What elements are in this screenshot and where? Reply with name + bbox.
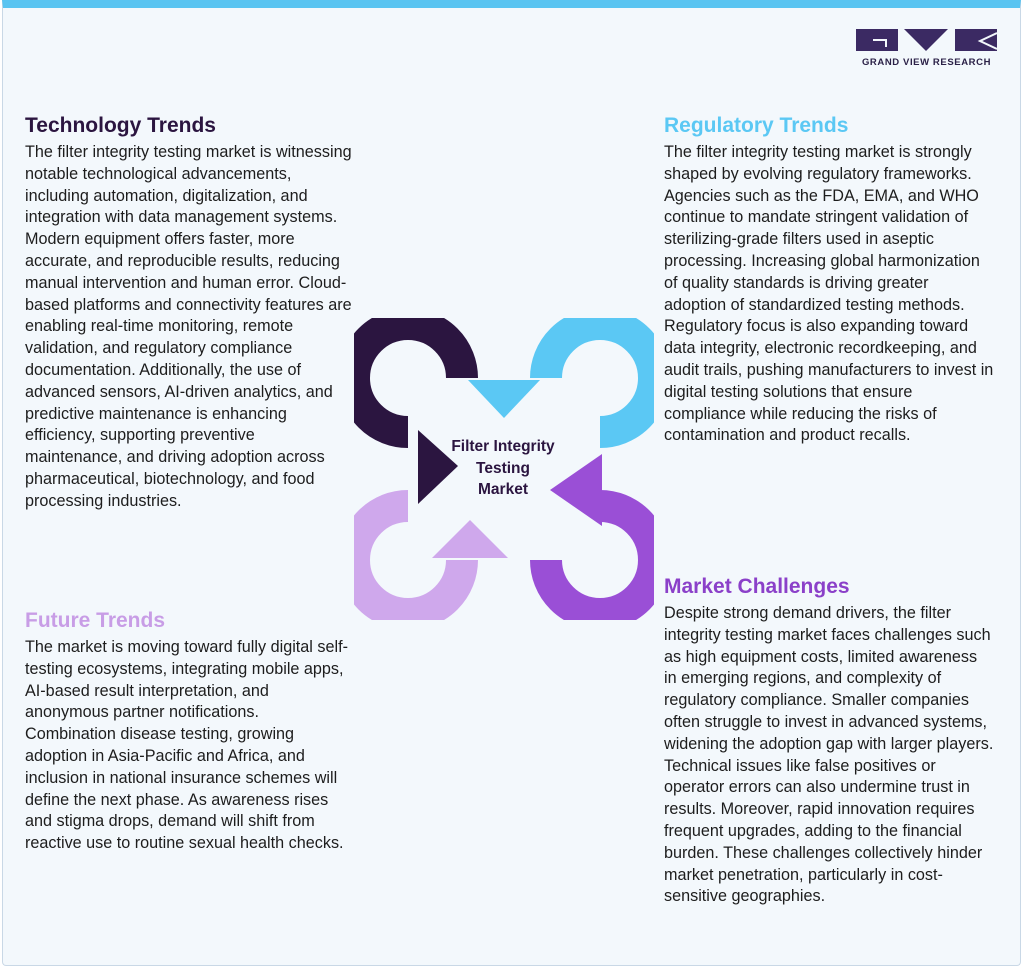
- center-label-line-2: Testing: [476, 459, 530, 477]
- future-trends-title: Future Trends: [25, 609, 166, 632]
- market-challenges-title: Market Challenges: [664, 575, 850, 598]
- brand-name: GRAND VIEW RESEARCH: [861, 57, 992, 68]
- regulatory-trends-section: [664, 115, 994, 447]
- diagram-center-label: [430, 436, 576, 501]
- cycle-arrow-icon: [354, 506, 508, 614]
- regulatory-trends-title: Regulatory Trends: [664, 114, 849, 137]
- market-challenges-section: [664, 576, 994, 908]
- future-trends-body: The market is moving toward fully digital self-testing ecosystems, integrating mobile apps, AI-based result interpretation, and anonymous partner notifications. Combination disease testing, growing adoption in Asia-Pacific and Africa, and inclusion in national insurance schemes will define the next phase. As awareness rises and stigma drops, demand will shift from reactive use to routine sexual health checks.: [25, 638, 348, 853]
- gvr-logo-icon: [856, 29, 997, 51]
- technology-trends-title: Technology Trends: [25, 114, 216, 137]
- future-trends-section: [25, 610, 353, 855]
- brand-logo: [856, 29, 997, 68]
- technology-trends-section: [25, 115, 353, 513]
- regulatory-trends-body: The filter integrity testing market is strongly shaped by evolving regulatory frameworks. Agencies such as the FDA, EMA, and WHO continue to mandate stringent validation of sterilizing-grade filters used in aseptic processing. Increasing global harmonization of quality standards is driving greater adoption of standardized testing methods. Regulatory focus is also expanding toward data integrity, electronic recordkeeping, and audit trails, pushing manufacturers to invest in digital testing solutions that ensure compliance while reducing the risks of contamination and product recalls.: [664, 143, 994, 445]
- center-label-line-1: Filter Integrity: [451, 438, 555, 455]
- market-challenges-body: Despite strong demand drivers, the filter integrity testing market faces challenges such as high equipment costs, limited awareness in emerging regions, and complexity of regulatory compliance. Smaller companies often struggle to invest in advanced systems, widening the adoption gap with larger players. Technical issues like false positives or operator errors can also undermine trust in results. Moreover, rapid innovation requires frequent upgrades, adding to the financial burden. These challenges collectively hinder market penetration, particularly in cost-sensitive geographies.: [664, 604, 994, 906]
- technology-trends-body: The filter integrity testing market is witnessing notable technological advancements, including automation, digitalization, and integration with data management systems. Modern equipment offers faster, more accurate, and reproducible results, reducing manual intervention and human error. Cloud-based platforms and connectivity features are enabling real-time monitoring, remote validation, and regulatory compliance documentation. Additionally, the use of advanced sensors, AI-driven analytics, and predictive maintenance is enhancing efficiency, supporting preventive maintenance, and driving adoption across pharmaceutical, biotechnology, and food processing industries.: [25, 143, 352, 510]
- center-label-line-3: Market: [478, 481, 528, 498]
- cycle-arrow-icon: [468, 324, 654, 432]
